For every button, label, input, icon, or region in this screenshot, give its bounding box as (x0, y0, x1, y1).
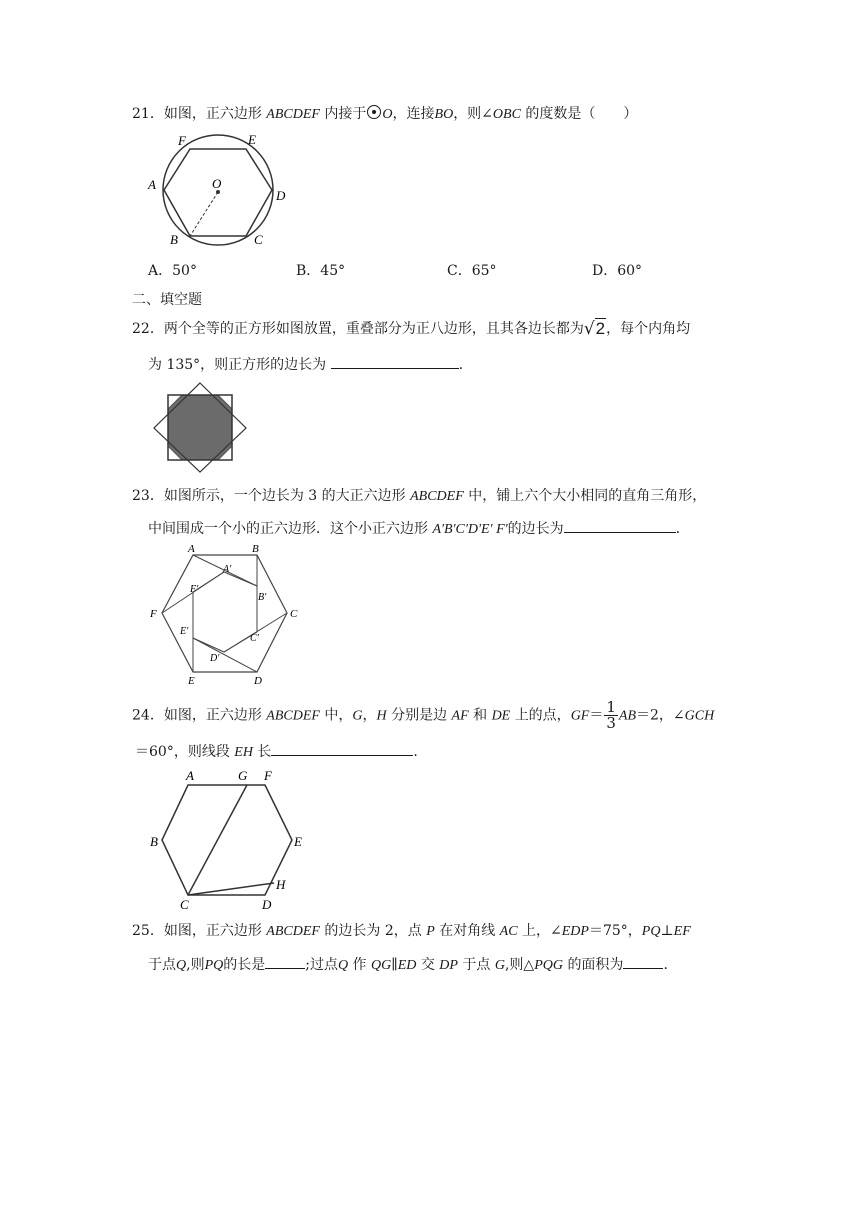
label-d: D (276, 188, 286, 203)
q21-option-c[interactable]: C．65° (447, 263, 497, 279)
hexagon (162, 785, 292, 895)
label-o: O (212, 176, 222, 191)
q22-stem-line2: 为 135°，则正方形的边长为 . (148, 354, 463, 374)
label-e: E (188, 675, 195, 684)
label-b: B (170, 232, 178, 247)
q21-option-b[interactable]: B．45° (296, 263, 346, 279)
label-f-prime: F′ (190, 584, 199, 595)
fraction-one-third: $\frac{1}{3}$ (606, 698, 616, 732)
label-f: F (178, 133, 186, 148)
label-a-prime: A′ (223, 564, 232, 575)
q22-figure-overlapping-squares (152, 382, 250, 474)
label-b: B (150, 834, 158, 849)
label-a: A (186, 768, 194, 783)
label-g: G (238, 768, 248, 783)
q25-number: 25． (132, 923, 164, 939)
q21-option-d[interactable]: D．60° (592, 263, 643, 279)
label-c: C (254, 232, 263, 247)
q25-stem-line1: 25．如图，正六边形 ABCDEF 的边长为 2，点 P 在对角线 AC 上，∠EDP＝75°，PQ⊥EF (132, 923, 691, 939)
circle-dot-icon (367, 105, 381, 119)
label-c: C (180, 897, 189, 912)
q23-answer-blank[interactable] (564, 518, 676, 533)
label-e-prime: E′ (180, 626, 189, 637)
q25-answer-blank-1[interactable] (265, 954, 305, 969)
label-c: C (290, 608, 298, 620)
label-e: E (294, 834, 302, 849)
q24-answer-blank[interactable] (271, 741, 413, 756)
label-a: A (188, 543, 195, 555)
q23-stem-line1: 23．如图所示，一个边长为 3 的大正六边形 ABCDEF 中，铺上六个大小相同的直角三角形， (132, 488, 707, 504)
q23-number: 23． (132, 488, 164, 504)
inner-hexagon (193, 572, 257, 652)
label-b-prime: B′ (258, 592, 267, 603)
label-d: D (262, 897, 272, 912)
label-a: A (148, 177, 156, 192)
q23-stem-line2: 中间围成一个小的正六边形．这个小正六边形 A'B'C'D'E′ F'的边长为 . (148, 518, 680, 539)
segment-cg (188, 785, 247, 895)
segment-bo (190, 192, 218, 236)
q23-figure-nested-hexagons (146, 542, 306, 684)
label-h: H (276, 877, 286, 892)
label-f: F (150, 608, 157, 620)
segment-ch (188, 883, 274, 895)
label-c-prime: C′ (250, 633, 259, 644)
q24-stem-line1: 24．如图，正六边形 ABCDEF 中，G，H 分别是边 AF 和 DE 上的点，GF＝ $\frac{1}{3}$ AB＝2，∠GCH (132, 698, 715, 732)
sqrt-2: √2 (583, 319, 606, 339)
label-d: D (254, 675, 262, 684)
q25-stem-line2: 于点Q,则PQ的长是 ;过点Q 作 QG∥ED 交 DP 于点 G,则△PQG 的面积为 . (148, 954, 668, 975)
q22-answer-blank[interactable] (331, 354, 459, 369)
q24-figure-hexagon (146, 766, 316, 912)
q21-figure-hexagon-in-circle (142, 130, 297, 250)
q21-option-a[interactable]: A．50° (148, 263, 197, 279)
q21-number: 21． (132, 106, 164, 122)
q25-answer-blank-2[interactable] (623, 954, 663, 969)
label-b: B (252, 543, 259, 555)
label-d-prime: D′ (210, 653, 220, 664)
section-heading: 二、填空题 (132, 292, 202, 308)
label-f: F (264, 768, 272, 783)
label-e: E (248, 132, 256, 147)
q22-number: 22． (132, 321, 164, 337)
q24-number: 24． (132, 707, 164, 724)
q21-stem: 21．如图，正六边形 ABCDEF 内接于 O，连接BO，则∠OBC 的度数是（ ） (132, 106, 638, 122)
q22-stem-line1: 22．两个全等的正方形如图放置，重叠部分为正八边形，且其各边长都为√2，每个内角均 (132, 319, 691, 339)
q24-stem-line2: ＝60°，则线段 EH 长 . (135, 741, 418, 762)
